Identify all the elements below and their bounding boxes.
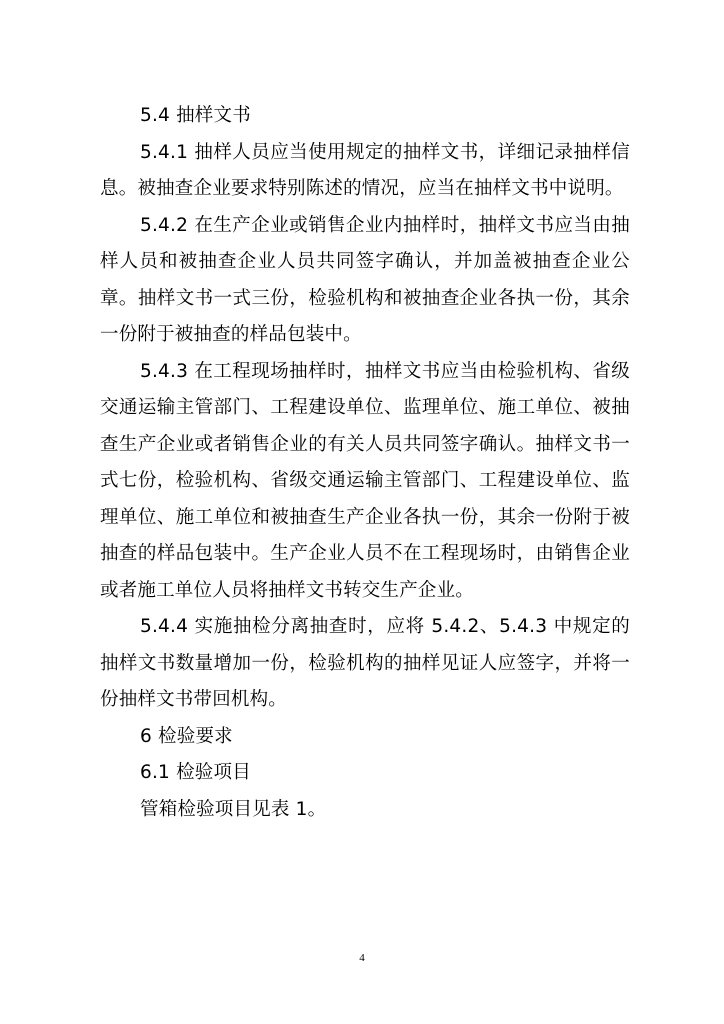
paragraph-5-4-2: 5.4.2 在生产企业或销售企业内抽样时，抽样文书应当由抽样人员和被抽查企业人员共同签字确认，并加盖被抽查企业公章。抽样文书一式三份，检验机构和被抽查企业各执一份，其余一份附于被抽查的样品包装中。 [100, 214, 630, 345]
paragraph-5-4-1: 5.4.1 抽样人员应当使用规定的抽样文书，详细记录抽样信息。被抽查企业要求特别陈述的情况，应当在抽样文书中说明。 [100, 141, 630, 199]
paragraph-table-reference: 管箱检验项目见表 1。 [140, 798, 327, 820]
document-body [100, 98, 630, 828]
paragraph-5-4-3: 5.4.3 在工程现场抽样时，抽样文书应当由检验机构、省级交通运输主管部门、工程建设单位、监理单位、施工单位、被抽查生产企业或者销售企业的有关人员共同签字确认。抽样文书一式七份，检验机构、省级交通运输主管部门、工程建设单位、监理单位、施工单位和被抽查生产企业各执一份，其余一份附于被抽查的样品包装中。生产企业人员不在工程现场时，由销售企业或者施工单位人员将抽样文书转交生产企业。 [100, 360, 630, 601]
page-number: 4 [359, 952, 365, 964]
section-heading-6-1: 6.1 检验项目 [140, 762, 251, 783]
paragraph-5-4-4: 5.4.4 实施抽检分离抽查时，应将 5.4.2、5.4.3 中规定的抽样文书数量增加一份，检验机构的抽样见证人应签字，并将一份抽样文书带回机构。 [100, 616, 630, 710]
section-heading-6: 6 检验要求 [140, 725, 233, 747]
section-heading-5-4: 5.4 抽样文书 [140, 105, 251, 126]
